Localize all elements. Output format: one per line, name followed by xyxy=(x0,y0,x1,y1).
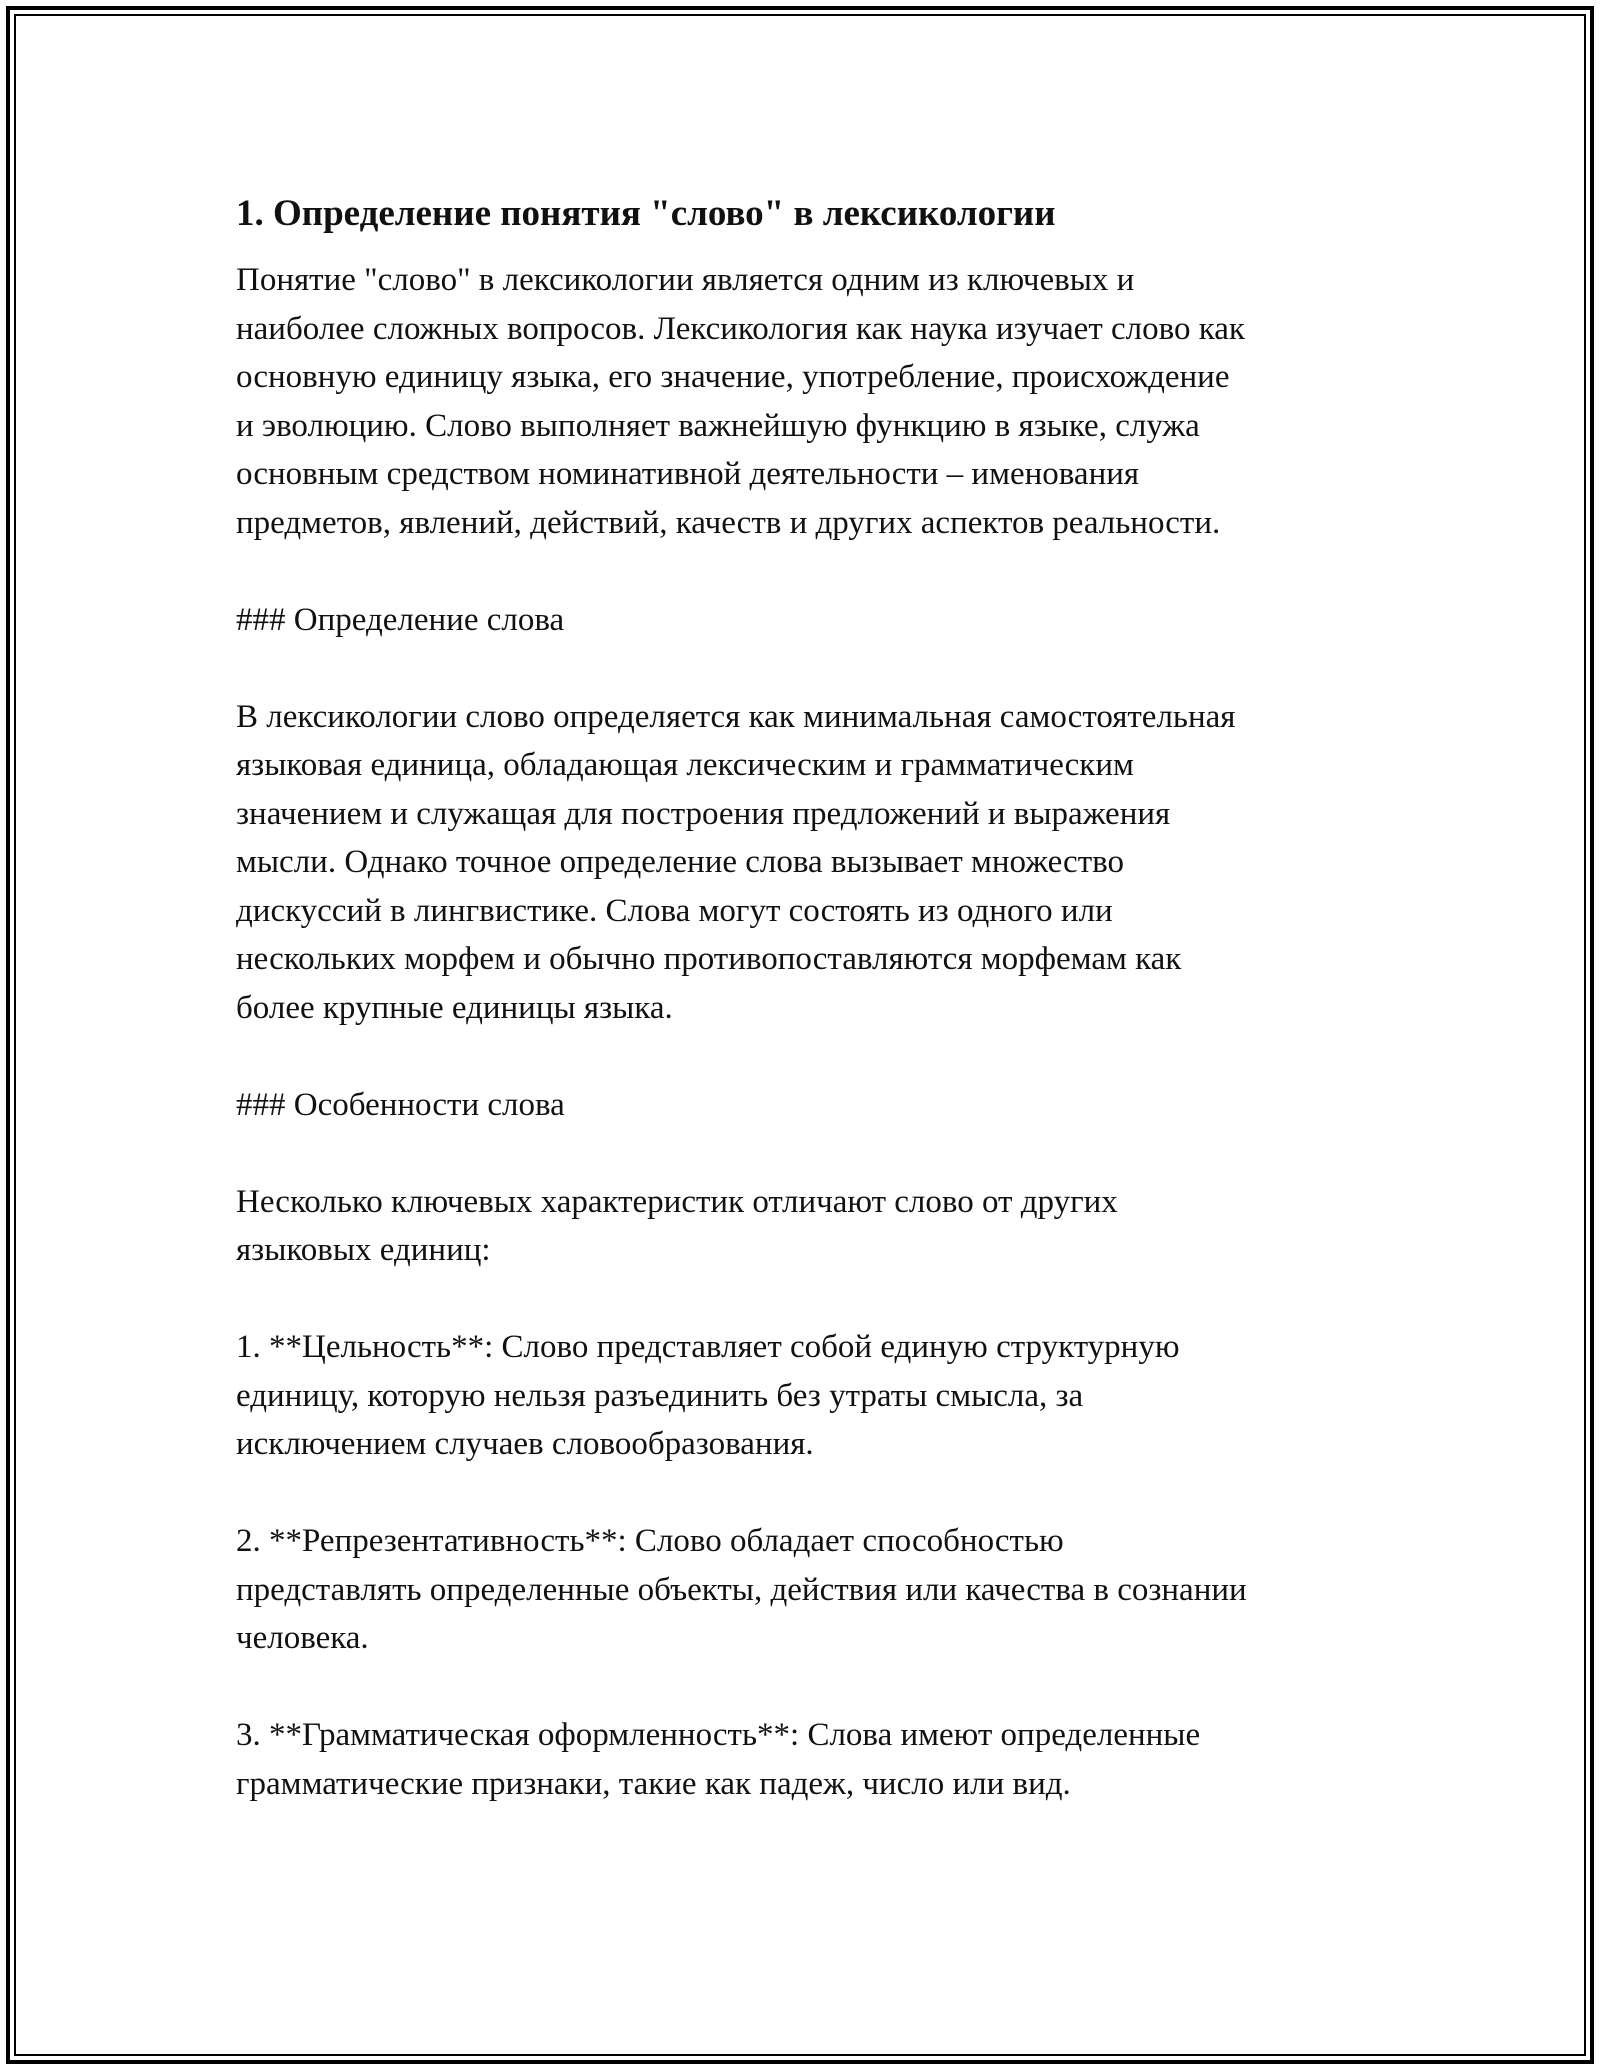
feature-item-representativeness xyxy=(236,1517,1386,1663)
text-line: языковая единица, обладающая лексическим и грамматическим xyxy=(236,747,1134,783)
spacer xyxy=(236,1275,1386,1324)
text-line: 3. **Грамматическая оформленность**: Слова имеют определенные xyxy=(236,1717,1201,1753)
text-line: языковых единиц: xyxy=(236,1232,491,1268)
definition-paragraph xyxy=(236,693,1386,1033)
text-line: наиболее сложных вопросов. Лексикология как наука изучает слово как xyxy=(236,310,1245,347)
text-line: дискуссий в лингвистике. Слова могут состоять из одного или xyxy=(236,892,1113,929)
text-line: основным средством номинативной деятельности – именования xyxy=(236,456,1140,492)
section-heading-definition xyxy=(236,596,1386,645)
document-body xyxy=(236,186,1386,1808)
text-line: мысли. Однако точное определение слова вызывает множество xyxy=(236,844,1124,880)
text-line: значением и служащая для построения предложений и выражения xyxy=(236,795,1171,832)
text-line: представлять определенные объекты, действия или качества в сознании xyxy=(236,1571,1247,1608)
feature-item-integrity xyxy=(236,1323,1386,1469)
intro-paragraph xyxy=(236,256,1386,547)
spacer xyxy=(236,644,1386,693)
section-heading-features xyxy=(236,1081,1386,1130)
text-line: Понятие "слово" в лексикологии является одним из ключевых и xyxy=(236,262,1135,298)
text-line: нескольких морфем и обычно противопоставляются морфемам как xyxy=(236,941,1182,977)
spacer xyxy=(236,1032,1386,1081)
document-title: 1. Определение понятия "слово" в лексикологии xyxy=(236,193,1056,234)
text-line: Несколько ключевых характеристик отличают слово от других xyxy=(236,1183,1118,1220)
spacer xyxy=(236,547,1386,596)
feature-item-grammatical-form xyxy=(236,1711,1386,1808)
spacer xyxy=(236,1663,1386,1712)
text-line: исключением случаев словообразования. xyxy=(236,1426,814,1462)
spacer xyxy=(236,1129,1386,1178)
text-line: человека. xyxy=(236,1620,369,1656)
text-line: ### Особенности слова xyxy=(236,1086,565,1123)
text-line: 1. **Цельность**: Слово представляет собой единую структурную xyxy=(236,1329,1180,1365)
text-line: и эволюцию. Слово выполняет важнейшую функцию в языке, служа xyxy=(236,407,1200,444)
text-line: единицу, которую нельзя разъединить без утраты смысла, за xyxy=(236,1377,1084,1414)
spacer xyxy=(236,242,1386,256)
text-line: В лексикологии слово определяется как минимальная самостоятельная xyxy=(236,698,1236,735)
text-line: грамматические признаки, такие как падеж, число или вид. xyxy=(236,1765,1071,1802)
spacer xyxy=(236,1469,1386,1518)
text-line: ### Определение слова xyxy=(236,601,565,638)
features-intro-paragraph xyxy=(236,1178,1386,1275)
text-line: основную единицу языка, его значение, употребление, происхождение xyxy=(236,359,1230,395)
text-line: предметов, явлений, действий, качеств и других аспектов реальности. xyxy=(236,504,1221,541)
text-line: более крупные единицы языка. xyxy=(236,989,673,1026)
text-line: 2. **Репрезентативность**: Слово обладает способностью xyxy=(236,1523,1064,1559)
